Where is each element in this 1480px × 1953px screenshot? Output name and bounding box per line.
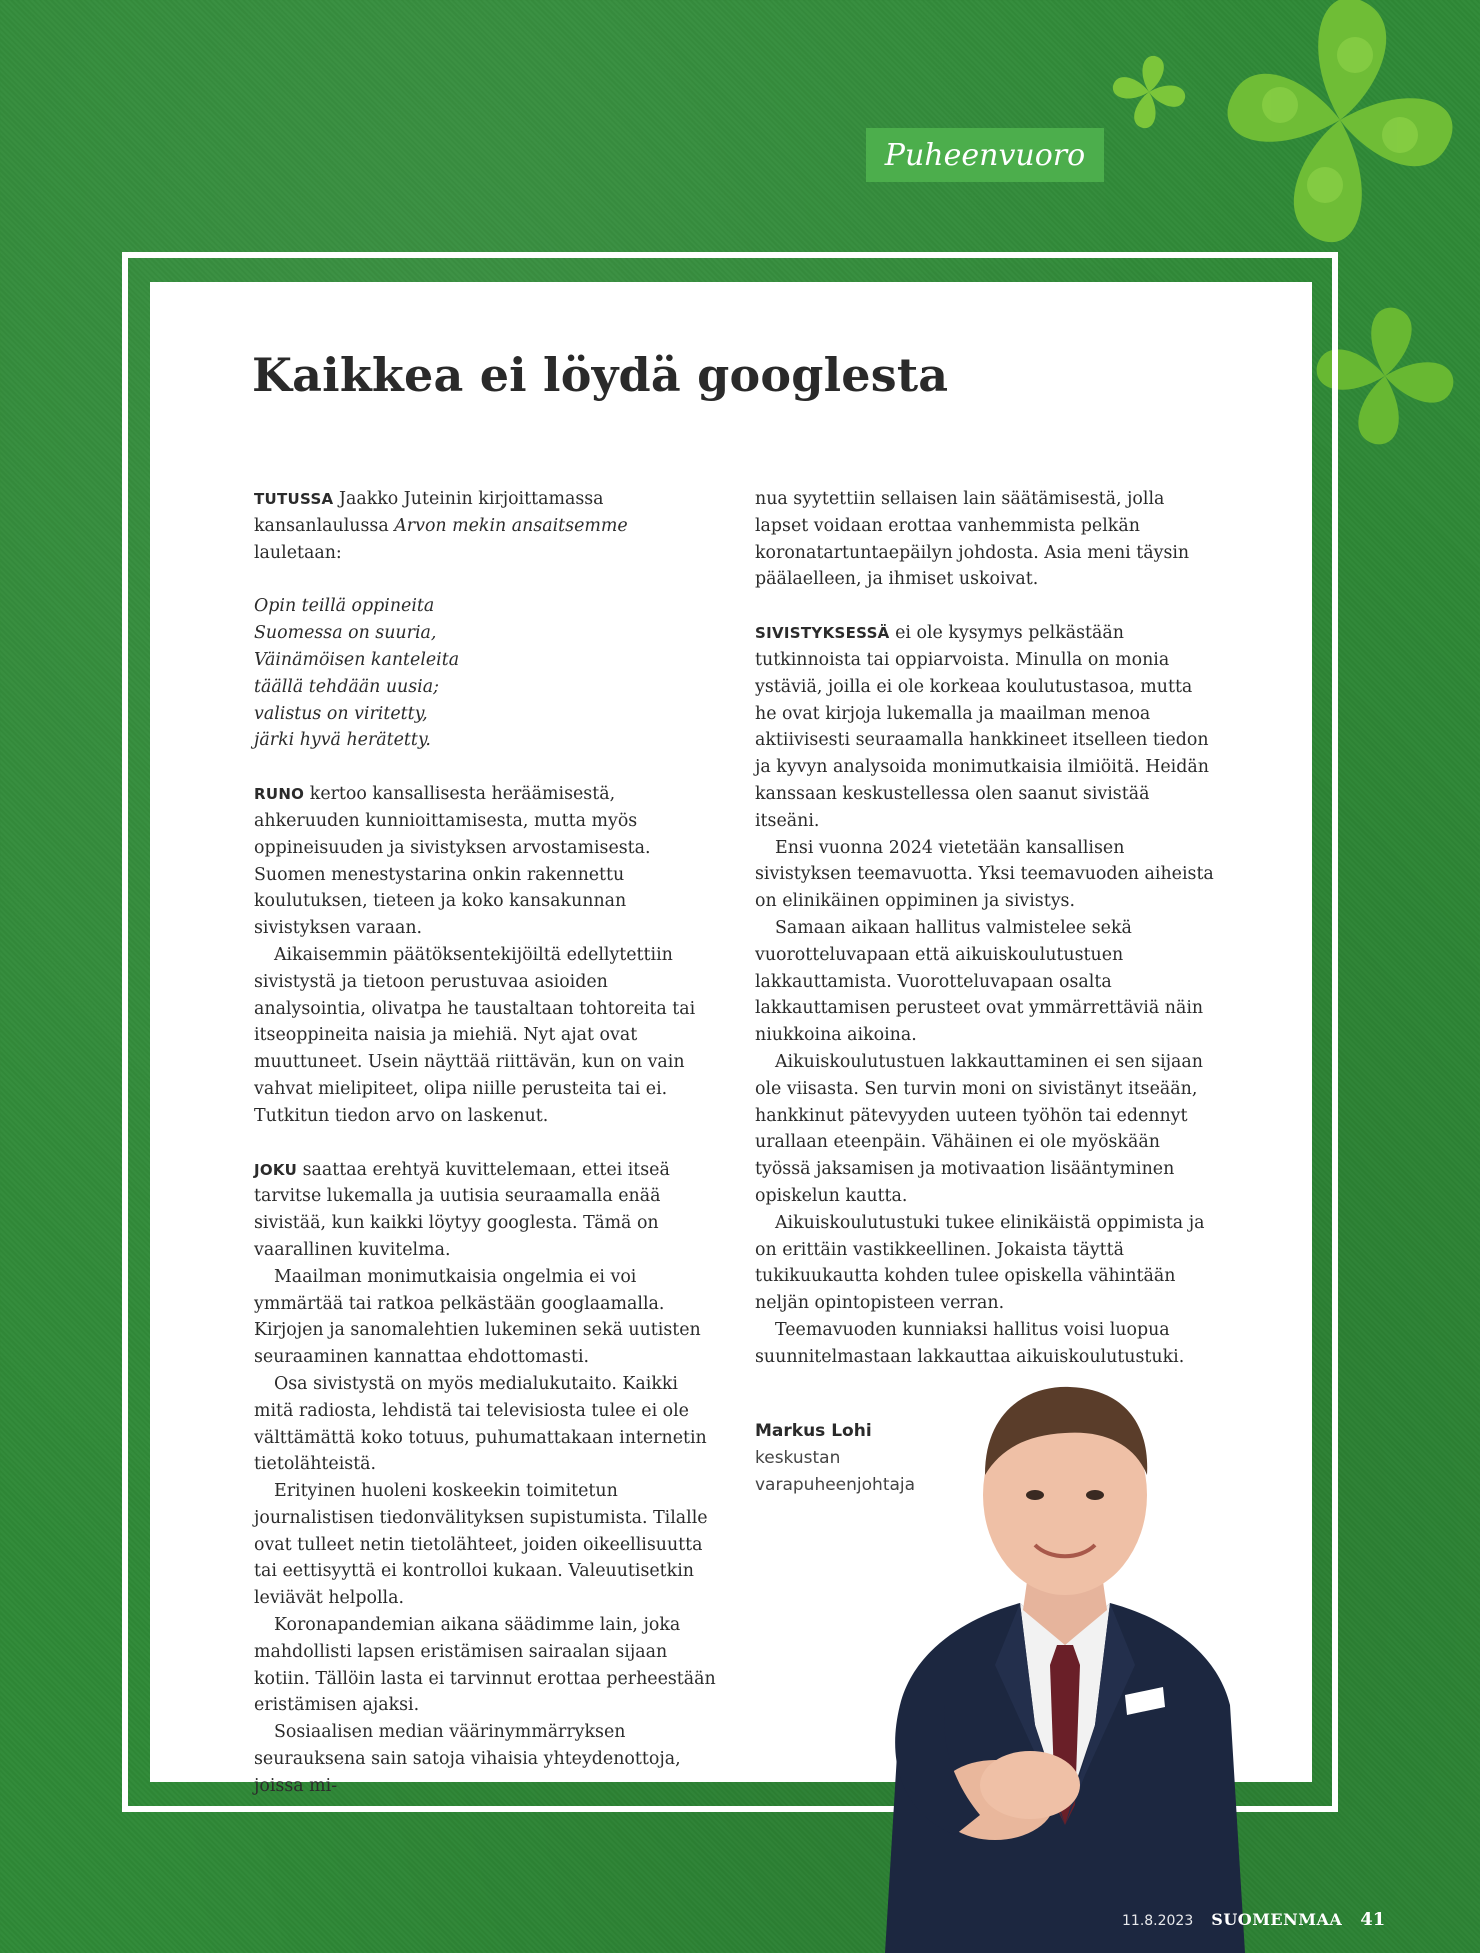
body-paragraph: Ensi vuonna 2024 vietetään kansallisen sivistyksen teemavuotta. Yksi teemavuoden aiheista on elinikäinen oppiminen ja sivistys. [755,837,1214,912]
page-footer [1122,1909,1385,1930]
article-column-1 [254,486,716,1800]
body-paragraph: Aikaisemmin päätöksentekijöiltä edellytettiin sivistystä ja tietoon perustuvaa asioiden analysointia, olivatpa he taustaltaan tohtoreita tai itseoppineita naisia ja miehiä. Nyt ajat ovat muuttuneet. Usein näyttää riittävän, kun on vain vahvat mielipiteet, olipa niille perusteita tai ei. Tutkitun tiedon arvo on laskenut. [254,944,696,1126]
small-clover-icon [1104,52,1194,132]
body-paragraph: JOKU saattaa erehtyä kuvittelemaan, ettei itseä tarvitse lukemalla ja uutisia seuraamalla enää sivistää, kun kaikki löytyy googlesta. Tämä on vaarallinen kuvitelma. [254,1159,670,1260]
body-paragraph: Maailman monimutkaisia ongelmia ei voi ymmärtää tai ratkoa pelkästään googlaamalla. Kirjojen ja sanomalehtien lukeminen sekä uutisten seuraaminen kannattaa ehdottomasti. [254,1266,701,1368]
magazine-name: SUOMENMAA [1211,1910,1343,1929]
body-paragraph: RUNO kertoo kansallisesta heräämisestä, ahkeruuden kunnioittamisesta, mutta myös oppineisuuden ja sivistyksen arvostamisesta. Suomen menestystarina onkin rakennettu koulutuksen, tieteen ja koko kansakunnan sivistyksen varaan. [254,784,651,939]
lead-word: SIVISTYKSESSÄ [755,624,890,643]
section-label: Puheenvuoro [866,128,1104,182]
author-role: keskustan [755,1448,841,1468]
issue-date: 11.8.2023 [1122,1913,1194,1929]
large-clover-icon [1150,0,1480,290]
article-column-2 [755,486,1217,1371]
body-paragraph: Sosiaalisen median väärinymmärryksen seurauksena sain satoja vihaisia yhteydenottoja, joissa mi- [254,1722,681,1796]
body-paragraph: Aikuiskoulutustuki tukee elinikäistä oppimista ja on erittäin vastikkeellinen. Jokaista täyttä tukikuukautta kohden tulee opiskella vähintään neljän opintopisteen verran. [755,1212,1205,1314]
page-number: 41 [1360,1909,1386,1930]
body-paragraph: Osa sivistystä on myös medialukutaito. Kaikki mitä radiosta, lehdistä tai televisiosta tulee ei ole välttämättä koko totuus, puhumattakaan internetin tietolähteistä. [254,1373,707,1475]
song-title: Arvon mekin ansaitsemme [394,515,628,536]
body-paragraph: Aikuiskoulutustuen lakkauttaminen ei sen sijaan ole viisasta. Sen turvin moni on sivistänyt itseään, hankkinut pätevyyden uuteen työhön tai edennyt urallaan eteenpäin. Vähäinen ei ole myöskään työssä jaksamisen ja motivaation lisääntyminen opiskelun kautta. [755,1051,1203,1206]
intro-paragraph: TUTUSSA Jaakko Juteinin kirjoittamassa kansanlaulussa Arvon mekin ansaitsemme lauletaan: [254,489,628,563]
poem-line: Suomessa on suuria, [254,623,437,644]
body-paragraph: Teemavuoden kunniaksi hallitus voisi luopua suunnitelmastaan lakkauttaa aikuiskoulutustuki. [755,1319,1185,1367]
article-title: Kaikkea ei löydä googlesta [252,348,949,402]
author-name: Markus Lohi [755,1421,872,1441]
author-byline [755,1418,915,1499]
poem-line: valistus on viritetty, [254,703,428,724]
body-paragraph: Erityinen huoleni koskeekin toimitetun journalistisen tiedonvälityksen supistumista. Tilalle ovat tulleet netin tietolähteet, joiden oikeellisuutta tai eettisyyttä ei kontrolloi kukaan. Valeuutisetkin leviävät helpolla. [254,1481,708,1609]
poem-line: Väinämöisen kanteleita [254,649,460,670]
poem-line: täällä tehdään uusia; [254,676,439,697]
lead-word: RUNO [254,785,305,804]
lead-word: JOKU [254,1160,298,1179]
body-paragraph: Koronapandemian aikana säädimme lain, joka mahdollisti lapsen eristämisen sairaalan sijaan kotiin. Tällöin lasta ei tarvinnut erottaa perheestään eristämisen ajaksi. [254,1615,716,1716]
poem-line: järki hyvä herätetty. [254,730,431,751]
body-paragraph: Samaan aikaan hallitus valmistelee sekä vuorotteluvapaan että aikuiskoulutustuen lakkauttamista. Vuorotteluvapaan osalta lakkauttamisen perusteet ovat ymmärrettäviä näin niukkoina aikoina. [755,917,1204,1046]
body-paragraph: nua syytettiin sellaisen lain säätämisestä, jolla lapset voidaan erottaa vanhemmista pelkän koronatartuntaepäilyn johdosta. Asia meni täysin päälaelleen, ja ihmiset uskoivat. [755,489,1190,590]
author-role: varapuheenjohtaja [755,1475,916,1495]
body-paragraph: SIVISTYKSESSÄ ei ole kysymys pelkästään tutkinnoista tai oppiarvoista. Minulla on monia ystäviä, joilla ei ole korkeaa koulutustasoa, mutta he ovat kirjoja lukemalla ja maailman menoa aktiivisesti seuraamalla hankkineet itselleen tiedon ja kyvyn analysoida monimutkaisia ilmiöitä. Heidän kanssaan keskustellessa olen saanut sivistää itseäni. [755,623,1209,831]
poem-quote [254,593,716,754]
poem-line: Opin teillä oppineita [254,596,435,617]
lead-word: TUTUSSA [254,490,334,508]
